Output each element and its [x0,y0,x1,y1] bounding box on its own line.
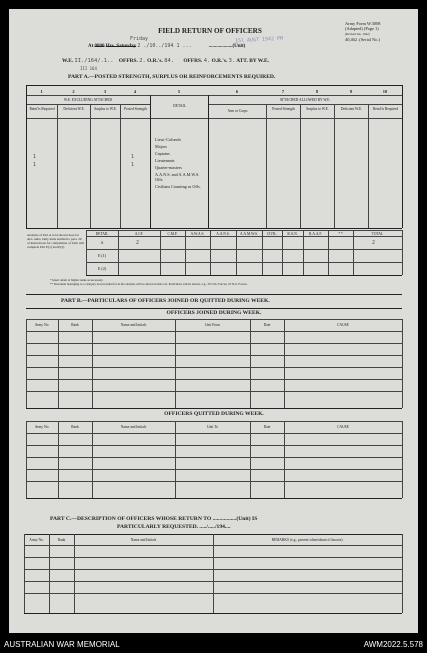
joined-header: Army No. [34,323,50,327]
analysis-header: C.M.F. [167,232,178,236]
part-c-title: PART C.—DESCRIPTION OF OFFICERS WHOSE RETURN TO .................(Unit) IS [50,516,258,522]
analysis-row-label: A [100,240,104,245]
footer-accession-number: AWM2022.5.578 [363,640,423,649]
col-header: Posted Strength [124,107,147,111]
col-header: DETAIL [173,104,186,108]
analysis-header: A.A.N.S. [216,232,230,236]
we-hand-note: III 164 [80,66,97,71]
quitted-header: Unit To [207,425,218,429]
footnote: ** Personnel belonging to a category not provided for in the analysis will be shown in this Col. Particulars will be shown, e.g., 50 U.K. Forces; 10 N.Z. Forces. [50,281,248,286]
col-header: Surplus to W.E. [306,107,329,111]
reinf-captains: 1 [33,154,37,160]
col-header: Deficient W.E. [63,107,85,111]
at-line: At 0800 Hrs. Saturday 2 ./10../194 1 ... ...................(Unit) [88,43,246,49]
col-header: Deficient W.E. [340,107,363,111]
col-number: 8 [315,89,319,94]
we-excluding-header: W.E. EXCLUDING ATTACHED [63,98,113,102]
col-number: 4 [133,89,137,94]
quitted-header: Rank [71,425,79,429]
analysis-header: R.A.N. [287,232,298,236]
attached-allowed-header: ATTACHED ALLOWED BY W.E. [279,98,331,102]
part-c-subtitle: PARTICULARLY REQUESTED. ...../...../194.... [117,524,231,530]
form-serial: 40,462 .(Serial No.) [345,37,380,43]
analysis-aif-value: 2 [136,240,140,246]
form-revised: (Revised Jan., 1942) [345,31,370,36]
date-value: 2 ./10../194 1 ... [137,43,192,49]
footnotes [50,279,400,287]
detail-item: Quarter-masters [155,165,182,170]
col-number: 3 [103,89,107,94]
hrs-day: Hrs. Saturday [105,44,137,49]
quitted-title: OFFICERS QUITTED DURING WEEK. [164,411,264,417]
col-number: 7 [281,89,285,94]
col-number: 9 [349,89,353,94]
part-b-title: PART B.—PARTICULARS OF OFFICERS JOINED OR QUITTED DURING WEEK. [61,298,270,304]
analysis-header: DETAIL [95,232,109,236]
footnote: * Insert detail of higher ranks as necessary. [50,278,104,282]
joined-title: OFFICERS JOINED DURING WEEK. [166,310,262,316]
posted-captains: 1 [131,154,135,160]
joined-header: CAUSE [337,323,349,327]
we-line: W.E. II./164/.1.. OFFRS. 2. O.R.'s. 84. OFFRS. 4. O.R.'s. 3. ATT. BY W.E. [62,58,269,64]
col-header: Reinf'ts Required [372,107,399,111]
quitted-header: Name and Initials [120,425,147,429]
col-number: 10 [382,89,388,94]
part-c-header: Army No. [29,538,44,542]
joined-header: Rank [71,323,79,327]
form-number: Army Form W.3008 [345,21,381,26]
col-number: 6 [235,89,239,94]
detail-item: Civilians Counting as Offs. [155,184,201,189]
col-number: 1 [40,89,43,94]
date-stamp: 15l AUGT 1942 PM [234,35,284,45]
analysis-header: A.W.A.S. [190,232,205,236]
detail-item: Majors [155,144,167,149]
analysis-header: CIVIL. [266,232,278,236]
time-struck: 0800 [94,44,105,49]
form-title: FIELD RETURN OF OFFICERS [158,27,262,35]
detail-item: Captains [155,151,170,156]
analysis-row-label: E (2) [97,266,107,271]
part-a-title: PART A.—POSTED STRENGTH, SURPLUS OR REINFORCEMENTS REQUIRED. [68,74,276,80]
quitted-header: Army No. [34,425,50,429]
analysis-total-value: 2 [372,240,376,246]
quitted-header: Date [263,425,271,429]
form-adapted: (Adapted) (Page 1) [345,26,379,32]
part-c-header: REMARKS (e.g., present whereabouts if known). [271,538,344,542]
analysis-header: A.A.M.W.S. [240,232,258,236]
detail-item: A.A.N.S. and A.A.M.W.S. Offs. [155,172,200,182]
posted-lieutenants: 1 [131,162,135,168]
joined-header: Date [263,323,271,327]
col-header: Surplus to W.E. [94,107,117,111]
reinf-lieutenants: 1 [33,162,37,168]
col-header: Posted Strength [272,107,295,111]
day-handwritten: Friday [130,36,149,42]
part-c-header: Rank [57,538,66,542]
col-number: 2 [72,89,75,94]
footer-attribution: AUSTRALIAN WAR MEMORIAL [4,640,120,649]
detail-item: Lieutenants [155,158,175,163]
quitted-header: CAUSE [337,425,349,429]
joined-header: Unit From [204,323,221,327]
analysis-header: TOTAL [371,232,384,236]
col-header: Reinf'ts Required [29,107,55,111]
col-header: Arm or Corps [227,109,248,113]
detail-list [155,136,207,189]
detail-item: Lieut.-Colonels [155,137,182,142]
analysis-header: R.A.A.F. [309,232,322,236]
unit-dots: ...................(Unit) [208,44,246,49]
form-id-block [345,21,381,43]
analysis-header: * * [338,232,343,236]
analysis-note: Analysis of Part A to be shown here for ALL units. Only units entitled to para. 20 of instructions for compilation of form will complete Part E(1) and E(2). [27,233,84,249]
analysis-row-label: E (1) [97,253,107,258]
analysis-header: A.I.F. [134,232,144,236]
col-number: 5 [177,89,181,94]
part-c-header: Name and Initials [130,538,157,542]
joined-header: Name and Initials [120,323,147,327]
